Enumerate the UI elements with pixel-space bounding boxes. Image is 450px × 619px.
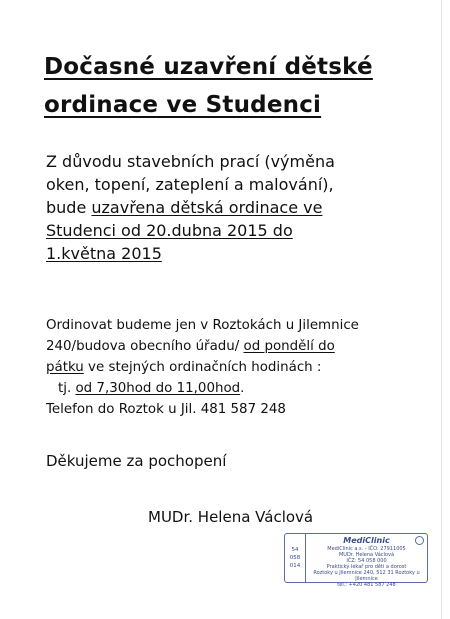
info-line-4-prefix: tj. <box>58 381 76 396</box>
notice-line-5 <box>46 242 416 265</box>
title-line-1: Dočasné uzavření dětské <box>44 54 373 80</box>
stamp-line: MediClinic a.s. - IČO: 27911005 <box>327 546 406 552</box>
notice-line-3 <box>46 196 416 219</box>
notice-line-2: oken, topení, zateplení a malování), <box>46 175 334 194</box>
info-line-1: Ordinovat budeme jen v Roztokách u Jilemnice <box>46 318 359 333</box>
notice-line-5-underlined: 1.května 2015 <box>46 244 162 263</box>
notice-line-3-underlined: uzavřena dětská ordinace ve <box>91 198 323 217</box>
office-hours: od 7,30hod do 11,00hod <box>75 381 241 396</box>
stamp-number: 014 <box>289 563 301 569</box>
notice-title <box>44 48 424 124</box>
info-line-2-prefix: 240/budova obecního úřadu/ <box>46 339 244 354</box>
info-line-4-suffix: . <box>240 381 245 396</box>
stamp-logo-text: MediClinic <box>343 536 390 545</box>
info-line-3 <box>46 357 426 378</box>
title-line-2: ordinace ve Studenci <box>44 92 322 118</box>
info-line-3-underlined: pátku <box>46 360 84 375</box>
info-line-3-suffix: ve stejných ordinačních hodinách : <box>83 360 322 375</box>
stamp-line: Roztoky u Jilemnice 240, 512 31 Roztoky u Jilemnice <box>313 570 420 582</box>
info-line-2-underlined: od pondělí do <box>243 339 335 354</box>
stamp-number: 058 <box>289 555 301 561</box>
stamp-body <box>306 534 427 588</box>
stamp-line: tel.: +420 481 587 248 <box>337 582 396 588</box>
info-line-2 <box>46 336 426 357</box>
stamp-line: MUDr. Helena Václová <box>338 552 395 558</box>
stamp-line: IČZ: 54 058 000 <box>346 558 387 564</box>
notice-line-4-underlined: Studenci od 20.dubna 2015 do <box>46 221 293 240</box>
thanks-text: Děkujeme za pochopení <box>46 452 227 470</box>
alternative-office-info <box>46 315 426 420</box>
notice-line-3-prefix: bude <box>46 198 92 217</box>
stamp-side-numbers <box>285 534 306 582</box>
phone-line: Telefon do Roztok u Jil. 481 587 248 <box>46 402 286 417</box>
stamp-number: 54 <box>291 547 299 553</box>
info-line-4 <box>46 378 426 399</box>
notice-line-4 <box>46 219 416 242</box>
closure-notice <box>46 150 416 265</box>
notice-line-1: Z důvodu stavebních prací (výměna <box>46 152 335 171</box>
scan-edge-line <box>441 0 442 619</box>
stamp-line: Praktický lékař pro děti a dorost <box>326 564 407 570</box>
signature-name: MUDr. Helena Václová <box>148 508 314 526</box>
clinic-stamp <box>284 533 428 588</box>
stamp-emblem-icon <box>415 536 424 545</box>
